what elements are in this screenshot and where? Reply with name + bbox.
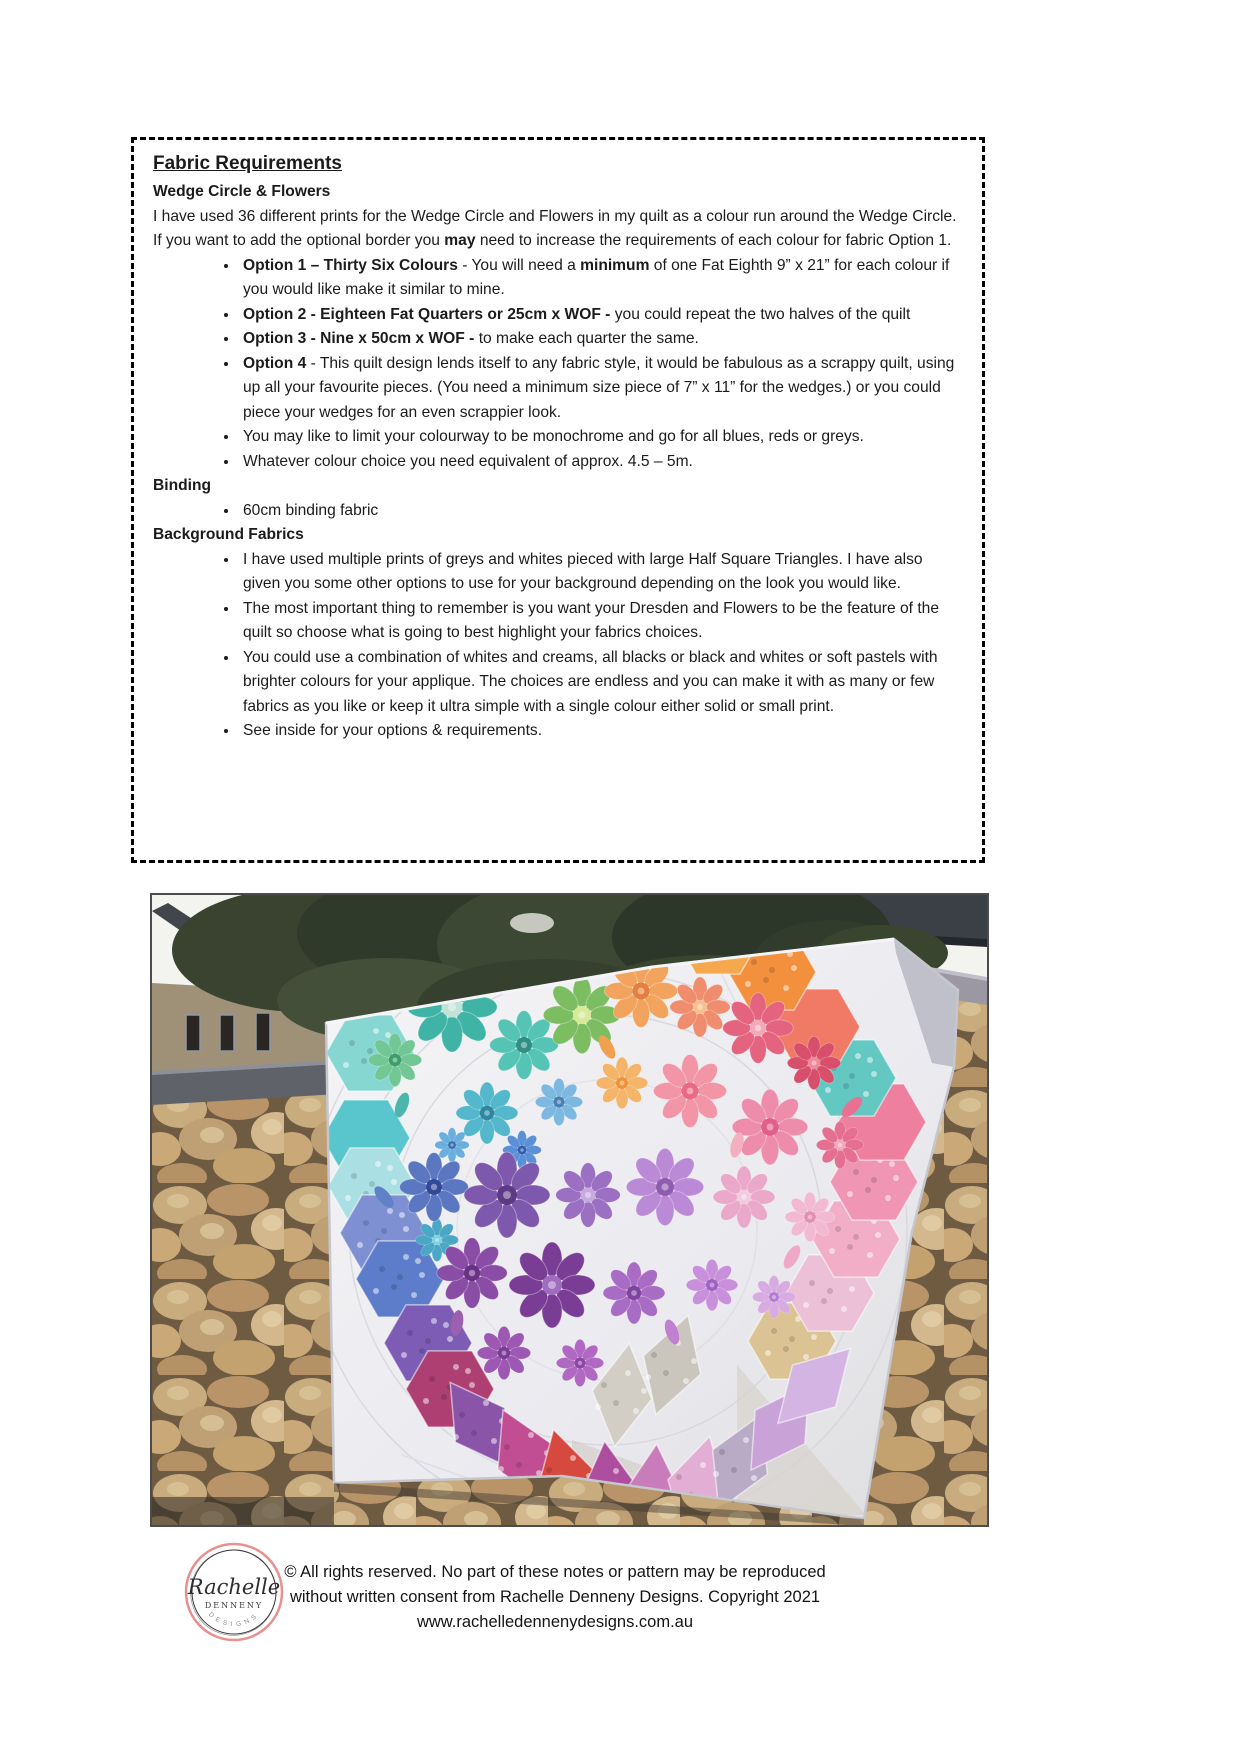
text-segment: If you want to add the optional border you xyxy=(153,232,445,249)
list-item xyxy=(239,254,962,303)
intro-paragraph-2 xyxy=(153,229,962,254)
box-title: Fabric Requirements xyxy=(153,153,342,174)
text-segment: You may like to limit your colourway to be monochrome and go for all blues, reds or greys. xyxy=(243,428,864,445)
text-segment: of one Fat Eighth 9” x 21” for each colour if you would like make it similar to mine. xyxy=(243,256,950,298)
logo-arc-text: DESIGNS xyxy=(207,1610,261,1629)
intro-paragraph-1: I have used 36 different prints for the Wedge Circle and Flowers in my quilt as a colour run around the Wedge Circle. xyxy=(153,207,957,225)
subtitle-wedge-circle: Wedge Circle & Flowers xyxy=(153,183,331,200)
list-item xyxy=(239,425,962,450)
list-item xyxy=(239,646,962,720)
quilt-photo-scene xyxy=(152,895,987,1525)
text-segment: - This quilt design lends itself to any fabric style, it would be fabulous as a scrappy quilt, using up all your favourite pieces. (You need a minimum size piece of 7” x 11” for the wedges.) or you could piece your wedges for an even scrappier look. xyxy=(243,354,955,421)
text-segment: The most important thing to remember is you want your Dresden and Flowers to be the feature of the quilt so choose what is going to best highlight your fabrics choices. xyxy=(243,599,940,641)
copyright-line-2: without written consent from Rachelle Denneny Designs. Copyright 2021 xyxy=(289,1588,821,1606)
list-item xyxy=(239,548,962,597)
text-segment: to make each quarter the same. xyxy=(478,330,699,347)
list-item xyxy=(239,352,962,426)
copyright-line-1: © All rights reserved. No part of these notes or pattern may be reproduced xyxy=(284,1563,826,1581)
text-segment: Option 2 - Eighteen Fat Quarters or 25cm x WOF - xyxy=(243,305,615,323)
text-segment: You could use a combination of whites and creams, all blacks or black and whites or soft pastels with brighter colours for your applique. The choices are endless and you can make it with as many or few fabrics as you like or keep it ultra simple with a single colour either solid or small print. xyxy=(243,648,938,715)
list-item xyxy=(239,327,962,352)
text-segment: Option 3 - Nine x 50cm x WOF - xyxy=(243,330,479,347)
logo-subname: DENNENY xyxy=(204,1601,264,1610)
ground-shadow xyxy=(152,1497,334,1525)
text-segment: 60cm binding fabric xyxy=(243,501,379,519)
text-segment: Option 4 xyxy=(243,354,307,372)
text-segment: you could repeat the two halves of the quilt xyxy=(614,305,911,323)
quilt-photo xyxy=(150,893,989,1527)
list-item xyxy=(239,499,962,524)
text-segment: may xyxy=(444,232,476,249)
text-segment: need to increase the requirements of each colour for fabric Option 1. xyxy=(475,232,952,249)
fabric-requirements-box xyxy=(131,137,985,863)
text-segment: Whatever colour choice you need equivalent of approx. 4.5 – 5m. xyxy=(243,452,693,470)
options-bullet-list xyxy=(153,254,962,475)
binding-heading: Binding xyxy=(153,477,212,494)
copyright-url: www.rachelledennenydesigns.com.au xyxy=(416,1613,694,1631)
copyright-block xyxy=(253,1560,857,1635)
binding-bullet-list xyxy=(153,499,962,524)
list-item xyxy=(239,303,962,328)
text-segment: Option 1 – Thirty Six Colours xyxy=(243,256,458,274)
background-bullet-list xyxy=(153,548,962,744)
list-item xyxy=(239,450,962,475)
list-item xyxy=(239,597,962,646)
text-segment: See inside for your options & requirements. xyxy=(243,722,543,739)
background-fabrics-heading: Background Fabrics xyxy=(153,526,304,543)
text-segment: minimum xyxy=(580,256,650,274)
list-item xyxy=(239,719,962,744)
logo-name: Rachelle xyxy=(187,1575,281,1599)
text-segment: - You will need a xyxy=(457,256,581,274)
text-segment: I have used multiple prints of greys and whites pieced with large Half Square Triangles. I have also given you some other options to use for your background depending on the look you would like. xyxy=(243,550,923,592)
